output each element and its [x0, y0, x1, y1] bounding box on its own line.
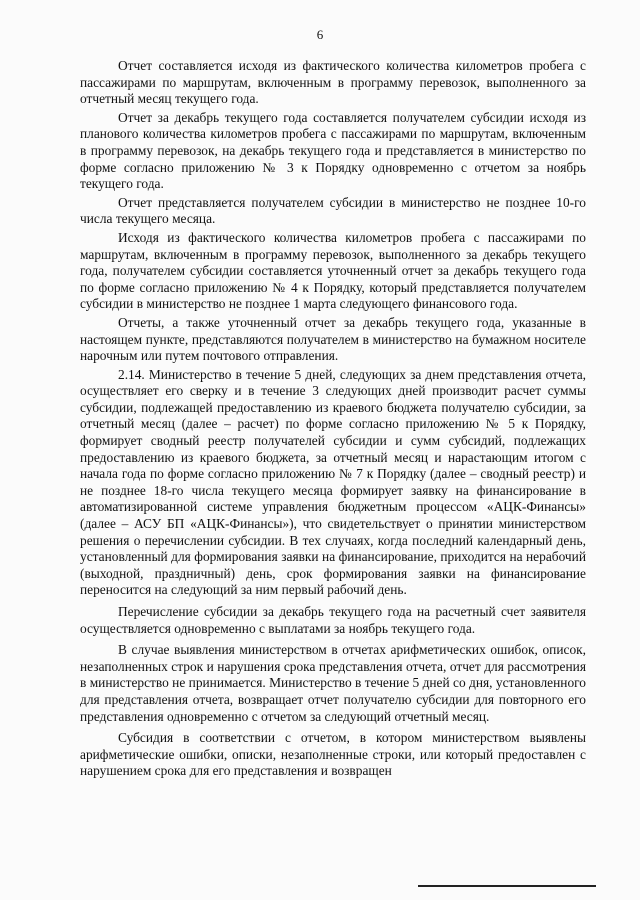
- paragraph-subsidy-returned: Субсидия в соответствии с отчетом, в котором министерством выявлены арифметические ошибки, описки, незаполненные строки, или который предоставлен с нарушением срока для его представления и возвращен: [80, 730, 586, 779]
- paragraph-report-deadline: Отчет представляется получателем субсидии в министерство не позднее 10-го числа текущего месяца.: [80, 194, 586, 227]
- document-body: [80, 58, 586, 782]
- paragraph-report-delivery: Отчеты, а также уточненный отчет за декабрь текущего года, указанные в настоящем пункте, представляются получателем в министерство на бумажном носителе нарочным или путем почтового отправления.: [80, 314, 586, 364]
- paragraph-december-report: Отчет за декабрь текущего года составляется получателем субсидии исходя из планового количества километров пробега с пассажирами по маршрутам, включенным в программу перевозок, на декабрь текущего года и представляется в министерство по форме согласно приложению № 3 к Порядку одновременно с отчетом за ноябрь текущего года.: [80, 109, 586, 192]
- page-number: 6: [316, 27, 324, 42]
- footer-rule: [418, 885, 596, 887]
- paragraph-section-2-14: 2.14. Министерство в течение 5 дней, следующих за днем представления отчета, осуществляет его сверку и в течение 3 следующих дней производит расчет суммы субсидии, подлежащей предоставлению из краевого бюджета получателю субсидии, за отчетный месяц (далее – расчет) по форме согласно приложению № 5 к Порядку, формирует сводный реестр получателей субсидии и сумм субсидий, подлежащих предоставлению из краевого бюджета, за отчетный месяц и нарастающим итогом с начала года по форме согласно приложению № 7 к Порядку (далее – сводный реестр) и не позднее 18-го числа текущего месяца формирует заявку на финансирование в автоматизированной системе управления бюджетным процессом «АЦК-Финансы» (далее – АСУ БП «АЦК-Финансы»), что свидетельствует о принятии министерством решения о перечислении субсидии. В тех случаях, когда последний календарный день, установленный для формирования заявки на финансирование, приходится на нерабочий (выходной, праздничный) день, срок формирования заявки на финансирование переносится на следующий за ним первый рабочий день.: [80, 366, 586, 598]
- paragraph-december-transfer: Перечисление субсидии за декабрь текущего года на расчетный счет заявителя осуществляется одновременно с выплатами за ноябрь текущего года.: [80, 604, 586, 636]
- paragraph-report-basis: Отчет составляется исходя из фактического количества километров пробега с пассажирами по маршрутам, включенным в программу перевозок, выполненного за отчетный месяц текущего года.: [80, 58, 586, 107]
- paragraph-errors-detected: В случае выявления министерством в отчетах арифметических ошибок, описок, незаполненных строк и нарушения срока представления отчета, отчет для рассмотрения в министерство не принимается. Министерство в течение 5 дней со дня, установленного для представления отчета, возвращает отчет получателю субсидии для повторного его представления одновременно с отчетом за следующий отчетный месяц.: [80, 642, 586, 724]
- paragraph-refined-report: Исходя из фактического количества километров пробега с пассажирами по маршрутам, включенным в программу перевозок, выполненного за декабрь текущего года, получателем субсидии составляется уточненный отчет за декабрь текущего года по форме согласно приложению № 4 к Порядку, который представляется получателем субсидии в министерство не позднее 1 марта следующего финансового года.: [80, 229, 586, 312]
